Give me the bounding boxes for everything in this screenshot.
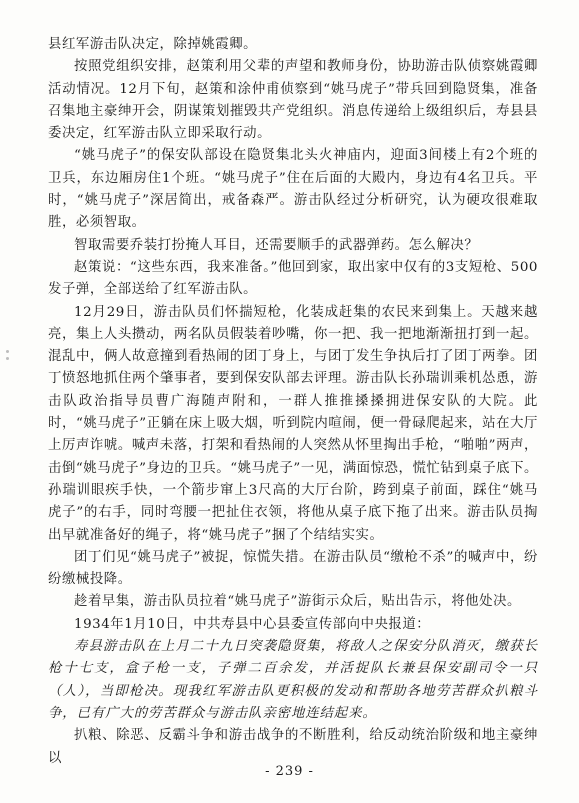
paragraph-7: 团丁们见“姚马虎子”被捉，惊慌失措。在游击队员“缴枪不杀”的喊声中，纷纷缴械投降。 [48, 549, 538, 588]
paragraph-2: 按照党组织安排，赵策利用父辈的声望和教师身份，协助游击队侦察姚霞卿活动情况。12月下旬，赵策和涂仲甫侦察到“姚马虎子”带兵回到隐贤集，准备召集地主豪绅开会，阴谋策划摧毁共产党组织。消息传递给上级组织后，寿县县委决定，红军游击队立即采取行动。 [48, 59, 538, 142]
page-number: - 239 - [265, 764, 314, 779]
paragraph-5: 赵策说：“这些东西，我来准备。”他回到家，取出家中仅有的3支短枪、500发子弹，全部送给了红军游击队。 [48, 259, 538, 298]
paragraph-1: 县红军游击队决定，除掉姚霞卿。 [48, 37, 258, 52]
paragraph-8: 趁着早集，游击队员拉着“姚马虎子”游街示众后，贴出告示，将他处决。 [74, 594, 521, 610]
paragraph-9: 1934年1月10日，中共寿县中心县委宣传部向中央报道： [74, 616, 431, 632]
paragraph-4: 智取需要乔装打扮掩人耳目，还需要顺手的武器弹药。怎么解决？ [74, 237, 479, 253]
binding-hole-mark [6, 350, 9, 353]
paragraph-11: 扒粮、除恶、反霸斗争和游击战争的不断胜利，给反动统治阶级和地主豪绅以 [48, 728, 538, 766]
paragraph-6: 12月29日，游击队员们怀揣短枪，化装成赶集的农民来到集上。天越来越亮，集上人头攒动，两名队员假装着吵嘴，你一把、我一把地渐渐扭打到一起。混乱中，俩人故意撞到看热闹的团丁身上，与团丁发生争执后打了团丁两拳。团丁愤怒地抓住两个肇事者，要到保安队部去评理。游击队长孙瑞训乘机怂恿，游击队政治指导员曹广海随声附和，一群人推推搡搡拥进保安队的大院。此时，“姚马虎子”正躺在床上吸大烟，听到院内喧闹，便一骨碌爬起来，站在大厅上厉声诈唬。喊声未落，打架和看热闹的人突然从怀里掏出手枪，“啪啪”两声，击倒“姚马虎子”身边的卫兵。“姚马虎子”一见，满面惊恐，慌忙钻到桌子底下。孙瑞训眼疾手快，一个箭步窜上3尺高的大厅台阶，跨到桌子前面，踩住“姚马虎子”的右手，同时弯腰一把扯住衣领，将他从桌子底下拖了出来。游击队员掏出早就准备好的绳子，将“姚马虎子”捆了个结结实实。 [48, 304, 538, 543]
binding-hole-mark [6, 357, 9, 360]
paragraph-3: “姚马虎子”的保安队部设在隐贤集北头火神庙内，迎面3间楼上有2个班的卫兵，东边厢房住1个班。“姚马虎子”住在后面的大殿内，身边有4名卫兵。平时，“姚马虎子”深居简出，戒备森严。游击队经过分析研究，认为硬攻很难取胜，必须智取。 [48, 148, 538, 231]
quoted-report: 寿县游击队在上月二十九日突袭隐贤集，将敌人之保安分队消灭，缴获长枪十七支，盒子枪一支，子弹二百余发，并活捉队长兼县保安副司令一只（人），当即枪决。现我红军游击队更积极的发动和帮助各地劳苦群众扒粮斗争，已有广大的劳苦群众与游击队亲密地连结起来。 [48, 639, 538, 721]
page-body [48, 34, 538, 770]
